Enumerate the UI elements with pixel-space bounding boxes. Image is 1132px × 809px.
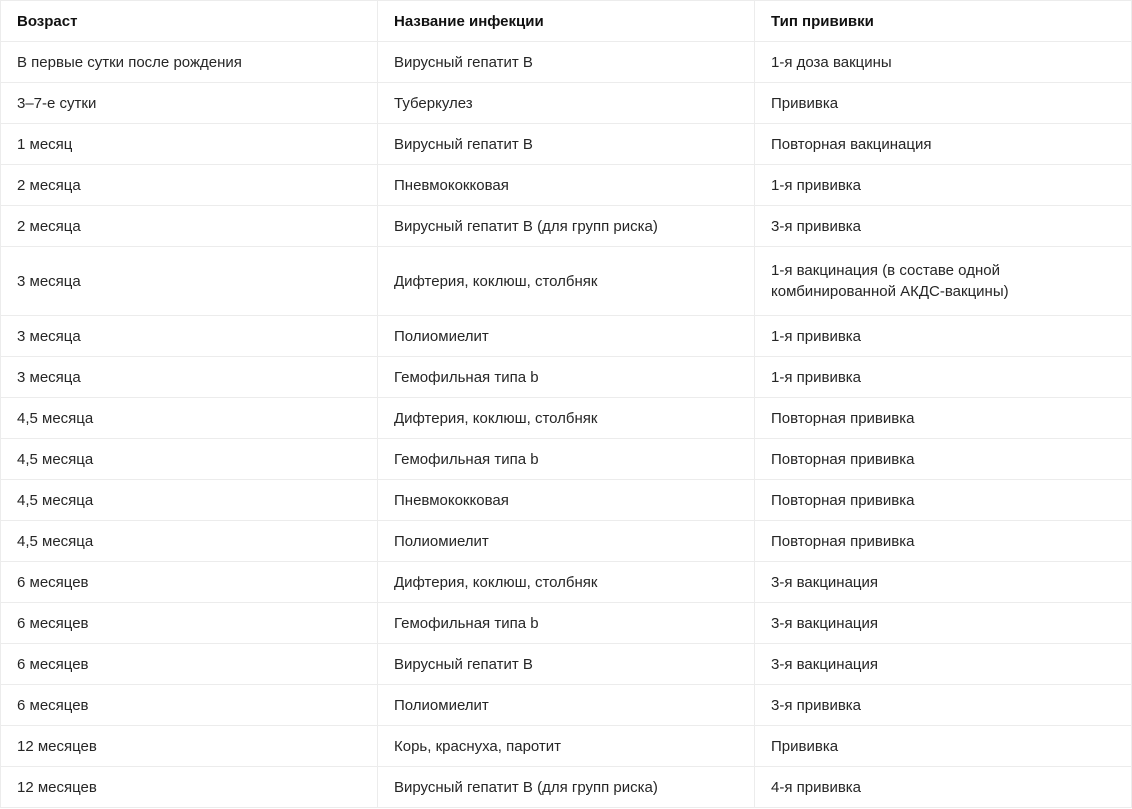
cell-infection: Полиомиелит — [378, 521, 755, 562]
cell-infection: Корь, краснуха, паротит — [378, 726, 755, 767]
cell-age: 6 месяцев — [1, 685, 378, 726]
cell-vaccine-type: Повторная прививка — [755, 521, 1132, 562]
table-row — [1, 439, 1132, 480]
cell-vaccine-type: 3-я вакцинация — [755, 644, 1132, 685]
table-row — [1, 726, 1132, 767]
table-row — [1, 42, 1132, 83]
cell-vaccine-type: 1-я доза вакцины — [755, 42, 1132, 83]
table-row — [1, 521, 1132, 562]
cell-vaccine-type: Прививка — [755, 83, 1132, 124]
cell-vaccine-type: 1-я прививка — [755, 165, 1132, 206]
cell-age: 6 месяцев — [1, 562, 378, 603]
cell-age: 4,5 месяца — [1, 398, 378, 439]
cell-vaccine-type: Повторная прививка — [755, 439, 1132, 480]
table-row — [1, 165, 1132, 206]
cell-vaccine-type: 3-я вакцинация — [755, 603, 1132, 644]
table-row — [1, 206, 1132, 247]
cell-infection: Полиомиелит — [378, 685, 755, 726]
cell-infection: Гемофильная типа b — [378, 439, 755, 480]
cell-age: 3 месяца — [1, 247, 378, 316]
cell-vaccine-type: 1-я вакцинация (в составе одной комбинированной АКДС-вакцины) — [755, 247, 1132, 316]
cell-vaccine-type: 3-я прививка — [755, 206, 1132, 247]
header-infection: Название инфекции — [378, 1, 755, 42]
cell-infection: Гемофильная типа b — [378, 357, 755, 398]
cell-infection: Вирусный гепатит В (для групп риска) — [378, 206, 755, 247]
cell-infection: Дифтерия, коклюш, столбняк — [378, 562, 755, 603]
table-row — [1, 767, 1132, 808]
cell-infection: Туберкулез — [378, 83, 755, 124]
cell-infection: Вирусный гепатит В — [378, 644, 755, 685]
cell-age: 4,5 месяца — [1, 521, 378, 562]
table-row — [1, 480, 1132, 521]
cell-age: 3 месяца — [1, 357, 378, 398]
table-row — [1, 398, 1132, 439]
cell-age: 6 месяцев — [1, 644, 378, 685]
cell-vaccine-type: 4-я прививка — [755, 767, 1132, 808]
cell-age: 4,5 месяца — [1, 439, 378, 480]
cell-age: 3 месяца — [1, 316, 378, 357]
cell-vaccine-type: 3-я вакцинация — [755, 562, 1132, 603]
table-row — [1, 124, 1132, 165]
table-row — [1, 247, 1132, 316]
table-header-row — [1, 1, 1132, 42]
cell-infection: Вирусный гепатит В (для групп риска) — [378, 767, 755, 808]
cell-age: 2 месяца — [1, 206, 378, 247]
header-vaccine-type: Тип прививки — [755, 1, 1132, 42]
cell-age: 6 месяцев — [1, 603, 378, 644]
cell-vaccine-type: Прививка — [755, 726, 1132, 767]
table-row — [1, 685, 1132, 726]
table-row — [1, 603, 1132, 644]
table-row — [1, 644, 1132, 685]
cell-infection: Гемофильная типа b — [378, 603, 755, 644]
cell-infection: Дифтерия, коклюш, столбняк — [378, 247, 755, 316]
table-row — [1, 83, 1132, 124]
cell-age: 12 месяцев — [1, 726, 378, 767]
cell-vaccine-type: Повторная прививка — [755, 480, 1132, 521]
cell-vaccine-type: Повторная прививка — [755, 398, 1132, 439]
header-age: Возраст — [1, 1, 378, 42]
cell-infection: Вирусный гепатит В — [378, 42, 755, 83]
cell-vaccine-type: Повторная вакцинация — [755, 124, 1132, 165]
cell-age: В первые сутки после рождения — [1, 42, 378, 83]
cell-infection: Полиомиелит — [378, 316, 755, 357]
cell-age: 2 месяца — [1, 165, 378, 206]
cell-infection: Дифтерия, коклюш, столбняк — [378, 398, 755, 439]
cell-vaccine-type: 1-я прививка — [755, 357, 1132, 398]
table-row — [1, 316, 1132, 357]
cell-age: 4,5 месяца — [1, 480, 378, 521]
cell-age: 1 месяц — [1, 124, 378, 165]
cell-infection: Пневмококковая — [378, 165, 755, 206]
cell-age: 3–7-е сутки — [1, 83, 378, 124]
cell-infection: Пневмококковая — [378, 480, 755, 521]
table-row — [1, 562, 1132, 603]
cell-vaccine-type: 1-я прививка — [755, 316, 1132, 357]
cell-age: 12 месяцев — [1, 767, 378, 808]
cell-infection: Вирусный гепатит В — [378, 124, 755, 165]
table-row — [1, 357, 1132, 398]
cell-vaccine-type: 3-я прививка — [755, 685, 1132, 726]
